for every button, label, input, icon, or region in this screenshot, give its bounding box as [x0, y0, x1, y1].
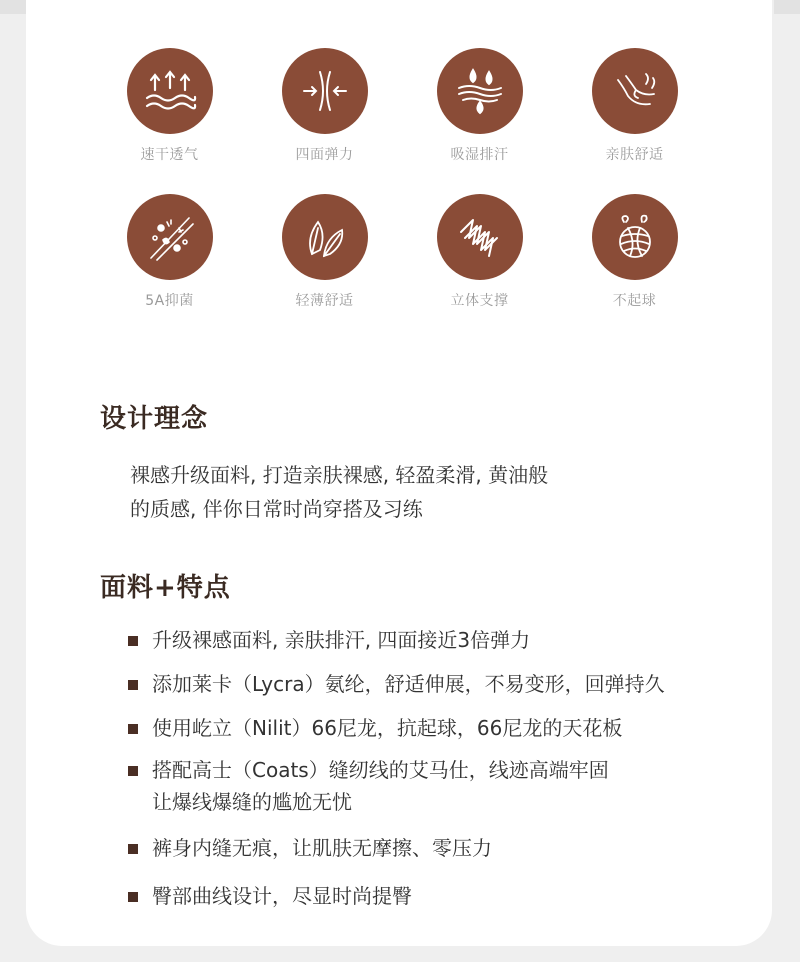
yarn-ball-icon [592, 194, 678, 280]
lightweight-feather-icon [282, 194, 368, 280]
list-item [128, 832, 748, 864]
feature-quick-dry [92, 48, 247, 178]
bullet-square-icon [128, 892, 138, 902]
top-right-strip [774, 0, 800, 14]
feature-anti-pilling [557, 194, 712, 324]
bullet-square-icon [128, 766, 138, 776]
list-item [128, 880, 748, 912]
feature-3d-support [402, 194, 557, 324]
feature-icon-grid [92, 48, 712, 324]
feature-skin-friendly [557, 48, 712, 178]
skin-friendly-icon [592, 48, 678, 134]
list-item-text: 裤身内缝无痕，让肌肤无摩擦、零压力 [152, 836, 492, 860]
feature-lightweight [247, 194, 402, 324]
feature-four-way-stretch [247, 48, 402, 178]
quick-dry-icon [127, 48, 213, 134]
list-item [128, 668, 748, 700]
list-item-text: 让爆线爆缝的尴尬无忧 [152, 790, 352, 814]
feature-label: 轻薄舒适 [295, 293, 354, 309]
list-item-text: 添加莱卡（Lycra）氨纶，舒适伸展，不易变形，回弹持久 [152, 672, 665, 696]
feature-moisture-wicking [402, 48, 557, 178]
bullet-square-icon [128, 680, 138, 690]
fabric-features-title: 面料+特点 [100, 573, 231, 603]
design-concept-text [130, 458, 630, 526]
design-line: 裸感升级面料, 打造亲肤裸感, 轻盈柔滑, 黄油般 [130, 463, 549, 487]
bullet-square-icon [128, 636, 138, 646]
list-item-text: 臀部曲线设计，尽显时尚提臀 [152, 884, 412, 908]
list-item [128, 754, 748, 818]
four-way-stretch-icon [282, 48, 368, 134]
feature-label: 四面弹力 [295, 147, 354, 163]
list-item-text: 搭配高士（Coats）缝纫线的艾马仕，线迹高端牢固 [152, 758, 609, 782]
support-wave-icon [437, 194, 523, 280]
feature-label: 5A抑菌 [145, 293, 194, 309]
moisture-wicking-icon [437, 48, 523, 134]
feature-antibacterial [92, 194, 247, 324]
list-item [128, 624, 748, 656]
feature-label: 立体支撑 [450, 293, 509, 309]
feature-label: 不起球 [612, 293, 657, 309]
feature-label: 速干透气 [140, 147, 199, 163]
bullet-square-icon [128, 844, 138, 854]
list-item-text: 升级裸感面料, 亲肤排汗, 四面接近3倍弹力 [152, 628, 531, 652]
antibacterial-icon [127, 194, 213, 280]
list-item-text: 使用屹立（Nilit）66尼龙，抗起球，66尼龙的天花板 [152, 716, 623, 740]
feature-label: 亲肤舒适 [605, 147, 664, 163]
design-line: 的质感, 伴你日常时尚穿搭及习练 [130, 497, 423, 521]
list-item [128, 712, 748, 744]
top-left-strip [0, 0, 26, 14]
fabric-feature-list [128, 624, 748, 912]
feature-label: 吸湿排汗 [450, 147, 509, 163]
design-concept-title: 设计理念 [100, 404, 209, 434]
bullet-square-icon [128, 724, 138, 734]
